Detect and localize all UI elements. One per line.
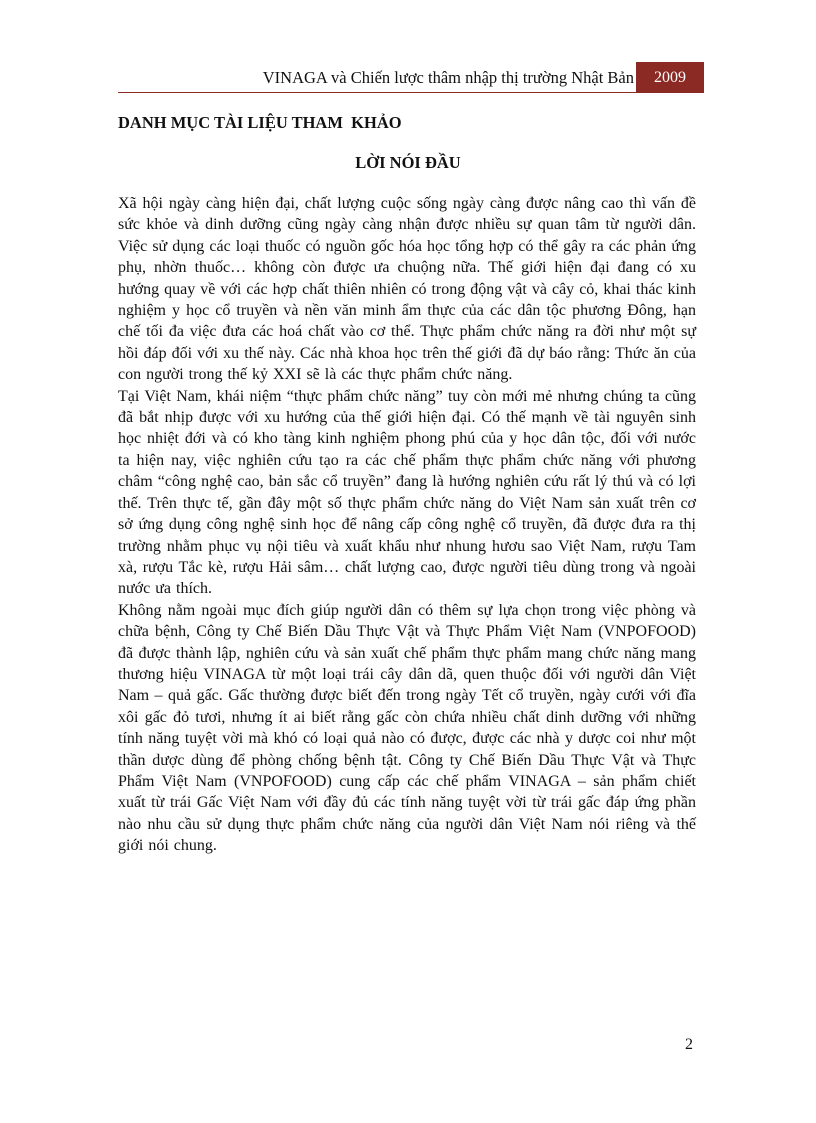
header-divider [118, 92, 704, 93]
page-header [118, 62, 704, 92]
header-year-badge: 2009 [636, 62, 704, 92]
paragraph: Xã hội ngày càng hiện đại, chất lượng cuộc sống ngày càng được nâng cao thì vấn đề sức khỏe và dinh dưỡng cũng ngày càng nhận được nhiều sự quan tâm từ người dân. Việc sử dụng các loại thuốc có nguồn gốc hóa học tổng hợp có thể gây ra các phản ứng phụ, nhờn thuốc… không còn được ưa chuộng nữa. Thế giới hiện đại đang có xu hướng quay về với các hợp chất thiên nhiên có trong động vật và cây cỏ, khai thác kinh nghiệm y học cổ truyền và nền văn minh ẩm thực của các dân tộc phương Đông, hạn chế tối đa việc đưa các hoá chất vào cơ thể. Thực phẩm chức năng ra đời như một sự hồi đáp đối với xu thế này. Các nhà khoa học trên thế giới đã dự báo rằng: Thức ăn của con người trong thế kỷ XXI sẽ là các thực phẩm chức năng. [118, 195, 696, 384]
preface-heading: LỜI NÓI ĐẦU [355, 153, 461, 172]
paragraph: Không nằm ngoài mục đích giúp người dân có thêm sự lựa chọn trong việc phòng và chữa bệnh, Công ty Chế Biến Dầu Thực Vật và Thực Phẩm Việt Nam (VNPOFOOD) đã được thành lập, nghiên cứu và sản xuất chế phẩm thực phẩm mang chức năng mang thương hiệu VINAGA từ một loại trái cây dân dã, quen thuộc đối với người dân Việt Nam – quả gấc. Gấc thường được biết đến trong ngày Tết cổ truyền, ngày cưới với đĩa xôi gấc đỏ tươi, nhưng ít ai biết rằng gấc còn chứa nhiều chất dinh dưỡng với những tính năng tuyệt vời mà khó có loại quả nào có được, được các nhà y dược coi như một thần dược dùng để phòng chống bệnh tật. Công ty Chế Biến Dầu Thực Vật và Thực Phẩm Việt Nam (VNPOFOOD) cung cấp các chế phẩm VINAGA – sản phẩm chiết xuất từ trái Gấc Việt Nam với đầy đủ các tính năng tuyệt vời từ trái gấc đáp ứng phần nào nhu cầu sử dụng thực phẩm chức năng của người dân Việt Nam nói riêng và thế giới nói chung. [118, 601, 696, 855]
paragraph: Tại Việt Nam, khái niệm “thực phẩm chức năng” tuy còn mới mẻ nhưng chúng ta cũng đã bắt nhịp được với xu hướng của thế giới hiện đại. Có thế mạnh về tài nguyên sinh học nhiệt đới và có kho tàng kinh nghiệm phong phú của y học dân tộc, đối với nước ta hiện nay, việc nghiên cứu tạo ra các chế phẩm thực phẩm chức năng với phương châm “công nghệ cao, bản sắc cổ truyền” đang là hướng nghiên cứu rất lý thú và có lợi thế. Trên thực tế, gần đây một số thực phẩm chức năng do Việt Nam sản xuất trên cơ sở ứng dụng công nghệ sinh học để nâng cấp công nghệ cổ truyền, đã được đưa ra thị trường nhằm phục vụ nội tiêu và xuất khẩu như nhung hươu sao Việt Nam, rượu Tam xà, rượu Tắc kè, rượu Hải sâm… chất lượng cao, được người tiêu dùng trong và ngoài nước ưa thích. [118, 387, 696, 598]
header-title: VINAGA và Chiến lược thâm nhập thị trường Nhật Bản [262, 68, 634, 87]
preface-body [118, 193, 696, 857]
toc-heading: DANH MỤC TÀI LIỆU THAM KHẢO [118, 113, 402, 132]
page-number: 2 [685, 1036, 693, 1053]
